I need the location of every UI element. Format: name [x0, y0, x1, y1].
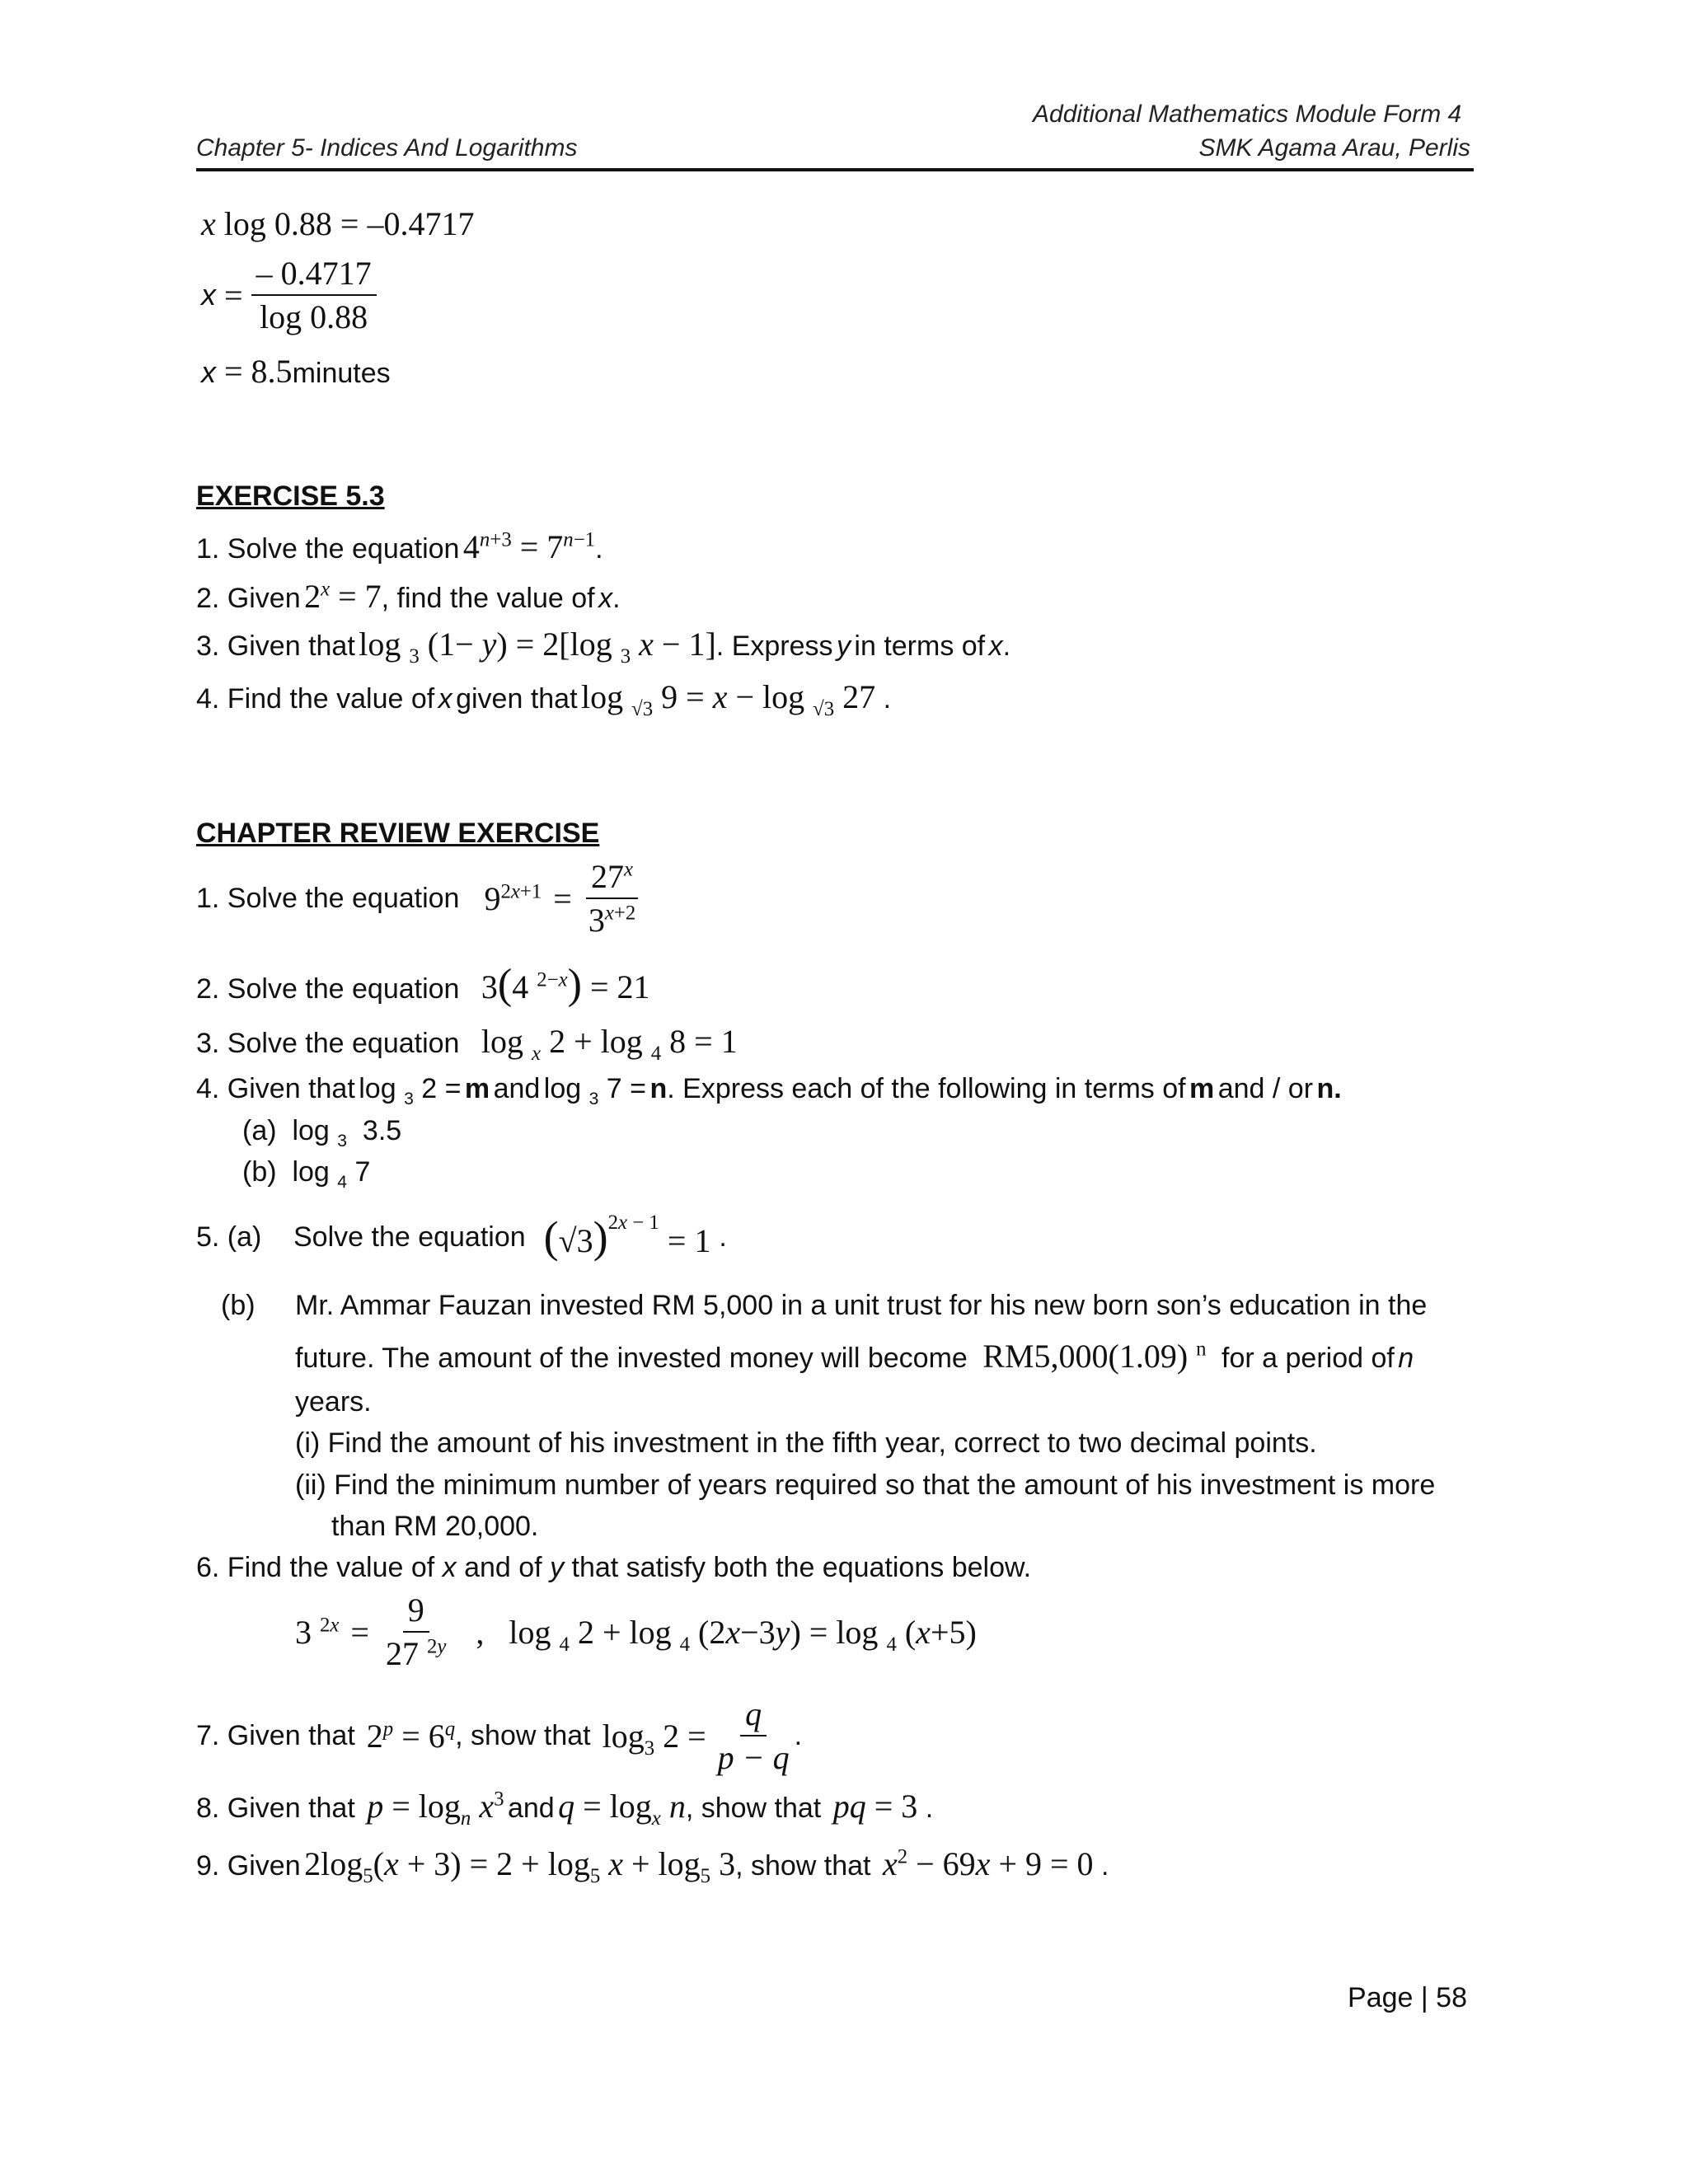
header-module-title: Additional Mathematics Module Form 4	[1033, 101, 1462, 128]
review-q8: 8. Given that $p = \log_n x^3$ and $q = \log_x n$, show that pq = 3 .	[196, 1788, 934, 1830]
review-q5a: 5. (a) Solve the equation $(√3)^{2x - 1} = 1$ .	[196, 1211, 727, 1262]
review-q9: 9. Given $2\log_5(x + 3) = 2 + \log_5 x + \log_5 3$, show that $x^2 - 69x + 9 = 0$ .	[196, 1845, 1109, 1887]
exercise-5-3-q2: 2. Given $2^x = 7$, find the value of x.	[196, 578, 621, 615]
review-q5b-part-i: (i) Find the amount of his investment in the fifth year, correct to two decimal points.	[295, 1427, 1317, 1459]
solution-line-3: x = 8.5minutes	[201, 353, 391, 390]
review-q1: 1. Solve the equation $9^{2x+1}$ = $\frac{27^x}{3^{x+2}}$	[196, 857, 640, 940]
review-q4a: (a) log $_3$ 3.5	[242, 1115, 402, 1151]
chapter-review-heading: CHAPTER REVIEW EXERCISE	[196, 818, 600, 849]
header-chapter-title: Chapter 5- Indices And Logarithms	[196, 134, 578, 162]
page-number: Page | 58	[1348, 1982, 1467, 2013]
review-q5b-line-2: future. The amount of the invested money will become RM5,000(1.09) $^n$ for a period of n	[295, 1338, 1414, 1375]
review-q5b-part-ii-line-2: than RM 20,000.	[331, 1511, 539, 1542]
header-rule	[196, 168, 1474, 171]
solution-line-1: x log 0.88 = –0.4717	[201, 205, 475, 242]
review-q4: 4. Given that log $_3$ 2 = m and log $_3$ 7 = n. Express each of the following in terms of m and / or n.	[196, 1073, 1342, 1108]
header-school-name: SMK Agama Arau, Perlis	[1198, 134, 1470, 162]
solution-line-2: x = $\frac{- 0.4717}{\log 0.88}$	[201, 254, 377, 336]
review-q7: 7. Given that $2^p = 6^q$ , show that $\log_3 2$ = $\frac{q}{p - q}$ .	[196, 1695, 803, 1776]
exercise-5-3-q1: 1. Solve the equation $4^{n+3} = 7^{n-1}$.	[196, 528, 603, 565]
review-q6: 6. Find the value of x and of y that satisfy both the equations below.	[196, 1552, 1032, 1583]
review-q6-equations: 3 $^{2x}$ = $\frac{9}{27 ^{2y}}$ , log $_4$ 2 + log $_4$ (2x−3y) = log $_4$ (x+5)	[295, 1591, 977, 1672]
review-q4b: (b) log $_4$ 7	[242, 1156, 371, 1192]
exercise-5-3-q4: 4. Find the value of x given that log $_{√3}$ 9 = x − log $_{√3}$ 27 .	[196, 678, 892, 720]
exercise-5-3-heading: EXERCISE 5.3	[196, 480, 385, 512]
review-q5b-line-1: Mr. Ammar Fauzan invested RM 5,000 in a unit trust for his new born son’s education in the	[295, 1290, 1428, 1321]
review-q5b-line-3: years.	[295, 1386, 372, 1418]
review-q3: 3. Solve the equation log $_x$ 2 + log $_4$ 8 = 1	[196, 1023, 738, 1065]
review-q2: 2. Solve the equation 3(4 $^{2-x}$) = 21	[196, 961, 650, 1008]
review-q5b-label: (b)	[221, 1290, 256, 1321]
exercise-5-3-q3: 3. Given that log $_3$ (1− y) = 2[log $_3$ x − 1]. Express y in terms of x.	[196, 626, 1011, 668]
review-q5b-part-ii-line-1: (ii) Find the minimum number of years required so that the amount of his investment is more	[295, 1469, 1436, 1501]
